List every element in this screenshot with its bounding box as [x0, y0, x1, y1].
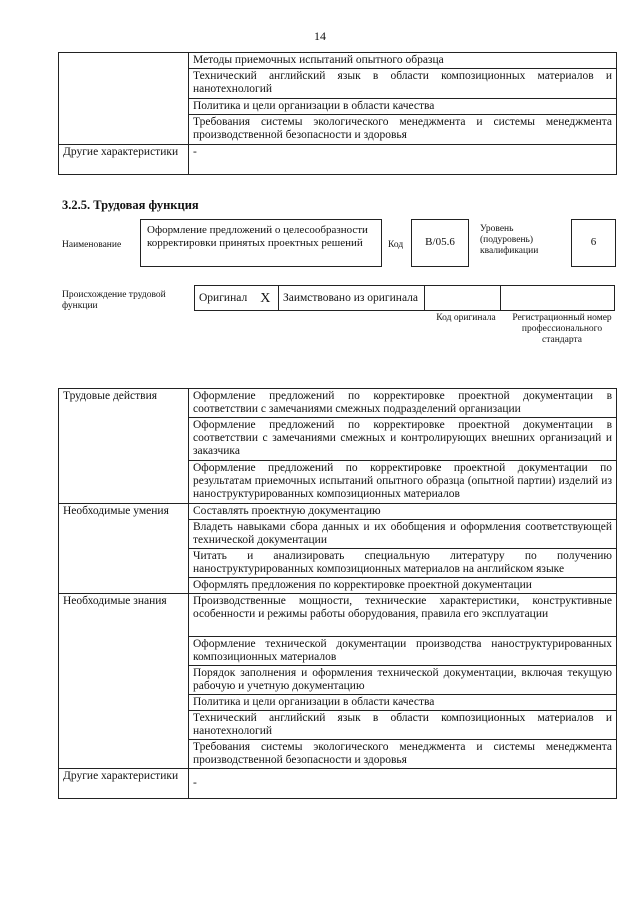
top-knowledge-table — [58, 52, 617, 175]
code-original-cell — [425, 286, 501, 311]
skill-item: Составлять проектную документацию — [189, 504, 617, 520]
original-label: Оригинал — [195, 286, 253, 311]
top-table-row: Методы приемочных испытаний опытного образца — [189, 53, 617, 69]
code-label: Код — [388, 240, 404, 250]
code-value: В/05.6 — [425, 236, 455, 248]
top-table-other-value: - — [189, 145, 617, 175]
knowledge-item: Технический английский язык в области композиционных материалов и нанотехнологий — [189, 711, 617, 740]
labor-function-table — [58, 388, 617, 799]
labor-action-item: Оформление предложений по корректировке проектной документации в соответствии с замечаниями смежных подразделений организации — [189, 389, 617, 418]
top-table-other-label: Другие характеристики — [59, 145, 189, 175]
other-characteristics-value: - — [189, 769, 617, 799]
borrowed-label: Заимствовано из оригинала — [279, 286, 425, 311]
knowledge-item: Производственные мощности, технические характеристики, конструктивные особенности и режимы работы оборудования, правила его эксплуатации — [189, 594, 617, 637]
reg-number-cell — [501, 286, 615, 311]
knowledge-item: Порядок заполнения и оформления технической документации, включая текущую рабочую и учетную документацию — [189, 666, 617, 695]
top-table-row: Требования системы экологического менеджмента и системы менеджмента производственной безопасности и здоровья — [189, 115, 617, 145]
level-box — [571, 219, 616, 267]
top-table-row: Политика и цели организации в области качества — [189, 99, 617, 115]
skill-item: Оформлять предложения по корректировке проектной документации — [189, 578, 617, 594]
function-name-box — [140, 219, 382, 267]
knowledge-item: Требования системы экологического менеджмента и системы менеджмента производственной безопасности и здоровья — [189, 740, 617, 769]
level-label: Уровень (подуровень) квалификации — [480, 224, 539, 256]
function-name-value: Оформление предложений о целесообразности корректировки принятых проектных решений — [147, 224, 368, 249]
knowledge-label: Необходимые знания — [59, 594, 189, 769]
page-number: 14 — [314, 29, 326, 43]
skill-item: Читать и анализировать специальную литературу по получению наноструктурированных композиционных материалов на английском языке — [189, 549, 617, 578]
other-characteristics-label: Другие характеристики — [59, 769, 189, 799]
name-label: Наименование — [62, 240, 122, 250]
knowledge-item: Оформление технической документации производства наноструктурированных композиционных материалов — [189, 637, 617, 666]
level-value: 6 — [590, 236, 597, 248]
origin-table — [194, 285, 615, 311]
labor-actions-label: Трудовые действия — [59, 389, 189, 504]
top-table-empty-label — [59, 53, 189, 145]
original-mark: X — [253, 286, 279, 311]
skills-label: Необходимые умения — [59, 504, 189, 594]
origin-label: Происхождение трудовой функции — [62, 290, 166, 311]
code-original-caption: Код оригинала — [436, 313, 496, 323]
labor-action-item: Оформление предложений по корректировке проектной документации по результатам приемочных испытаний опытного образца (опытной партии) изделий из наноструктурированных композиционных материалов — [189, 461, 617, 504]
reg-number-caption: Регистрационный номер профессионального стандарта — [512, 313, 612, 345]
section-title: 3.2.5. Трудовая функция — [62, 198, 199, 212]
top-table-row: Технический английский язык в области композиционных материалов и нанотехнологий — [189, 69, 617, 99]
code-box — [411, 219, 469, 267]
labor-action-item: Оформление предложений по корректировке проектной документации в соответствии с замечаниями смежных и контролирующих внешних организаций и заказчика — [189, 418, 617, 461]
skill-item: Владеть навыками сбора данных и их обобщения и оформления соответствующей технической документации — [189, 520, 617, 549]
knowledge-item: Политика и цели организации в области качества — [189, 695, 617, 711]
